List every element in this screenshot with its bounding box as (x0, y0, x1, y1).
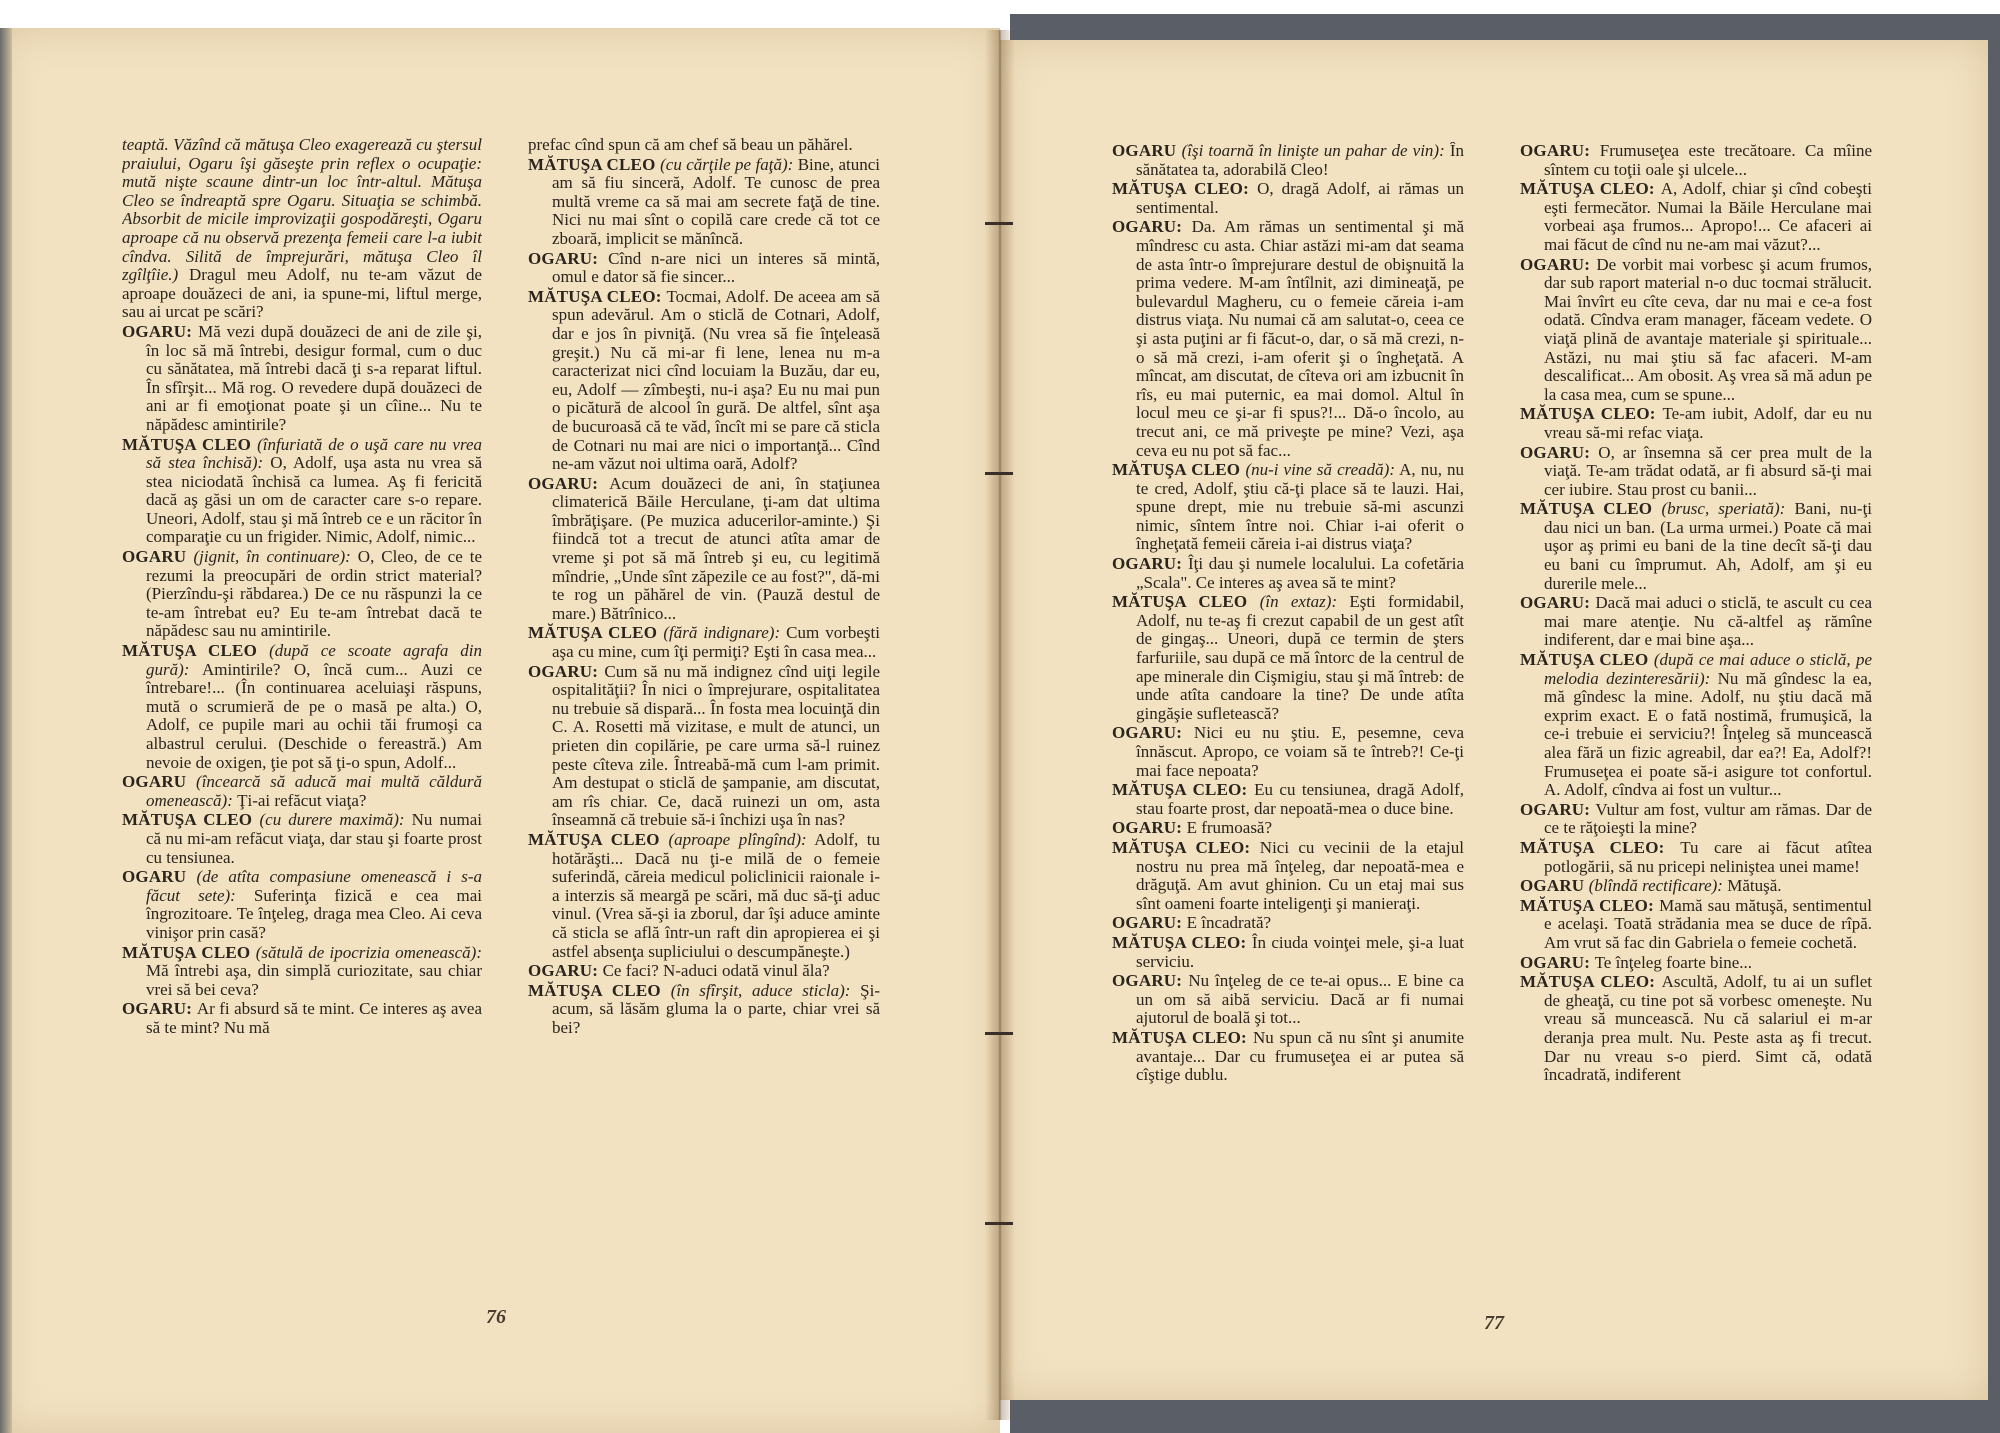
dialogue-text: O, ar însemna să cer prea mult de la viaţă. Te-am trădat odată, ar fi absurd să-ţi mai cer iubire. Stau prost cu banii... (1544, 442, 1872, 499)
dialogue-text: Mă vezi după douăzeci de ani de zile şi, în loc să mă întrebi, desigur formal, cum o duc cu sănătatea, mă întrebi dacă ţi s-a reparat liftul. În sfîrşit... Mă rog. O revedere după douăzeci de ani ar fi emoţionat poate şi un cîine... Nu te năpădesc amintirile? (146, 321, 482, 434)
speaker-name: MĂTUŞA CLEO (1520, 650, 1654, 670)
speaker-name: OGARU: (528, 961, 603, 981)
binding-stitch (985, 472, 1013, 475)
dialogue-paragraph (122, 548, 482, 641)
speaker-name: MĂTUŞA CLEO: (1520, 404, 1663, 424)
stage-direction: (îşi toarnă în linişte un pahar de vin): (1181, 142, 1445, 160)
dialogue-text: Nu spun că nu sînt şi anumite avantaje... Dar cu frumuseţea ei ar putea să cîştige dublu. (1136, 1027, 1464, 1085)
speaker-name: MĂTUŞA CLEO (1112, 592, 1260, 612)
speaker-name: OGARU: (1520, 254, 1597, 274)
speaker-name: OGARU (122, 867, 197, 887)
dialogue-paragraph (1520, 877, 1872, 896)
dialogue-text: Mătuşă. (1722, 876, 1782, 896)
speaker-name: MĂTUŞA CLEO: (1520, 837, 1681, 857)
dialogue-paragraph (1112, 914, 1464, 933)
right-page-column-1 (1112, 142, 1464, 1292)
dialogue-text: O, Adolf, uşa asta nu vrea să stea niciodată închisă ca lumea. Aş fi fericită dacă aş găsi un om de caracter care s-o repare. Uneori, Adolf, stau şi mă întreb ce e un răcitor în comparaţie cu un frigider. Nimic, Adolf, nimic... (146, 453, 482, 547)
dialogue-text: Nu numai că nu mi-am refăcut viaţa, dar stau şi foarte prost cu tensiunea. (146, 810, 482, 867)
stage-direction: (blîndă rectificare): (1588, 876, 1723, 896)
dialogue-paragraph (1520, 256, 1872, 405)
dialogue-text: Ce faci? N-aduci odată vinul ăla? (602, 961, 830, 981)
dialogue-paragraph (122, 944, 482, 1000)
dialogue-paragraph (528, 831, 880, 961)
dialogue-paragraph (1520, 651, 1872, 800)
dialogue-paragraph (122, 642, 482, 772)
dialogue-text: Te-am iubit, Adolf, dar eu nu vreau să-mi refac viaţa. (1544, 404, 1872, 442)
speaker-name: MĂTUŞA CLEO (122, 810, 260, 830)
stage-direction: (aproape plîngînd): (668, 829, 807, 849)
dialogue-text: Amintirile? O, încă cum... Auzi ce întrebare!... (În continuarea aceluiaşi răspuns, mută o scrumieră de pe o masă pe alta.) O, Adolf, ce pupile mari au ochii tăi frumoşi ca albastrul cerului. (Deschide o fereastră.) Am nevoie de oxigen, ţie pot să ţi-o spun, Adolf... (146, 659, 482, 772)
dialogue-text: Tocmai, Adolf. De aceea am să spun adevărul. Am o sticlă de Cotnari, Adolf, dar e jos în pivniţă. (Nu vrea să fie înţeleasă greşit.) Nu că mi-ar fi lene, lenea nu m-a caracterizat nici cînd locuiam la Buzău, dar eu, eu, Adolf — zîmbeşti, nu-i aşa? Eu nu mai pun o picătură de alcool în gură. De altfel, sînt aşa de bucuroasă că te văd, încît mi se pare că sticla de Cotnari nu mai are nici o importanţă... Cînd ne-am văzut noi ultima oară, Adolf? (552, 286, 880, 474)
dialogue-paragraph (1112, 972, 1464, 1028)
speaker-name: MĂTUŞA CLEO: (1520, 179, 1661, 199)
binding-stitch (985, 1222, 1013, 1225)
speaker-name: MĂTUŞA CLEO: (1112, 1027, 1253, 1047)
dialogue-paragraph (122, 1000, 482, 1037)
dialogue-paragraph (528, 962, 880, 981)
speaker-name: OGARU (122, 772, 197, 792)
dialogue-text: Nu înţeleg de ce te-ai opus... E bine ca un om să aibă serviciu. Dacă ar fi numai ajutorul de boală şi tot... (1136, 971, 1464, 1028)
speaker-name: OGARU: (1520, 142, 1600, 160)
dialogue-paragraph (1520, 444, 1872, 500)
dialogue-text: Mă întrebi aşa, din simplă curiozitate, sau chiar vrei să bei ceva? (146, 961, 482, 999)
dialogue-text: Suferinţa fizică e cea mai îngrozitoare. Te înţeleg, draga mea Cleo. Ai ceva vinişor prin casă? (146, 885, 482, 942)
dialogue-text: A, nu, nu te cred, Adolf, ştiu că-ţi place să te lauzi. Hai, spune drept, mie nu trebuie să-mi ascunzi nimic, sîntem între noi. Chiar i-ai oferit o îngheţată femeii căreia i-ai distrus viaţa? (1136, 460, 1464, 554)
stage-direction: (cu cărţile pe faţă): (660, 154, 794, 174)
speaker-name: MĂTUŞA CLEO: (1112, 179, 1258, 199)
dialogue-paragraph (1520, 954, 1872, 973)
stage-direction: (nu-i vine să creadă): (1245, 460, 1395, 480)
dialogue-paragraph (1520, 180, 1872, 254)
dialogue-text: Dragul meu Adolf, nu te-am văzut de aproape douăzeci de ani, ia spune-mi, liftul merge, sau ai urcat pe scări? (122, 265, 482, 322)
dialogue-paragraph (122, 436, 482, 548)
speaker-name: OGARU: (122, 999, 197, 1019)
dialogue-paragraph (1520, 405, 1872, 442)
speaker-name: OGARU: (528, 661, 605, 681)
dialogue-text: Ar fi absurd să te mint. Ce interes aş avea să te mint? Nu mă (146, 999, 482, 1037)
speaker-name: MĂTUŞA CLEO (1520, 499, 1662, 519)
dialogue-paragraph (122, 811, 482, 867)
dialogue-text: E încadrată? (1186, 913, 1272, 933)
dialogue-text: Nici eu nu ştiu. E, pesemne, ceva înnăscut. Apropo, ce voiam să te întreb?! Ce-ţi mai face nepoata? (1136, 723, 1464, 780)
dialogue-text: Te înţeleg foarte bine... (1594, 952, 1753, 972)
dialogue-text: Îţi dau şi numele localului. La cofetăria „Scala". Ce interes aş avea să te mint? (1136, 554, 1464, 592)
speaker-name: OGARU: (528, 248, 609, 268)
speaker-name: MĂTUŞA CLEO (122, 942, 256, 962)
left-page-column-1 (122, 136, 482, 1266)
dialogue-paragraph (1520, 801, 1872, 838)
speaker-name: MĂTUŞA CLEO (528, 623, 664, 643)
page-number-right: 77 (1484, 1312, 1504, 1334)
speaker-name: MĂTUŞA CLEO: (1112, 837, 1260, 857)
speaker-name: MĂTUŞA CLEO (1112, 460, 1246, 480)
stage-direction: (după ce scoate agrafa din gură): (146, 641, 482, 679)
dialogue-paragraph (528, 136, 880, 155)
dialogue-paragraph (1520, 839, 1872, 876)
dialogue-text: Nici cu vecinii de la etajul nostru nu prea mă înţeleg, dar nepoată-mea e drăguţă. Am avut ghinion. Cu un etaj mai sus sînt oameni foarte inteligenţi şi manieraţi. (1136, 837, 1464, 913)
dialogue-text: Bani, nu-ţi dau nici un ban. (La urma urmei.) Poate că mai uşor aş primi eu bani de la tine decît să-ţi dau eu bani cu împrumut. Ah, Adolf, am şi eu durerile mele... (1544, 499, 1872, 593)
speaker-name: OGARU: (1112, 818, 1187, 838)
speaker-name: OGARU: (1112, 217, 1192, 237)
dialogue-text: E frumoasă? (1186, 818, 1273, 838)
stage-direction: (în extaz): (1259, 592, 1338, 612)
dialogue-text: Tu care ai făcut atîtea potlogării, să nu pricepi neliniştea unei mame! (1544, 837, 1872, 876)
dialogue-paragraph (1520, 500, 1872, 593)
dialogue-text: Dacă mai aduci o sticlă, te ascult cu cea mai mare atenţie. Nu că-altfel aş rămîne indiferent, dar e mai bine aşa... (1544, 593, 1872, 650)
stage-direction: (sătulă de ipocrizia omenească): (255, 942, 482, 962)
speaker-name: MĂTUŞA CLEO: (528, 286, 667, 306)
speaker-name: MĂTUŞA CLEO: (1112, 932, 1252, 952)
stage-direction: (cu durere maximă): (259, 810, 405, 830)
dialogue-paragraph (1112, 819, 1464, 838)
dialogue-paragraph (1112, 1029, 1464, 1085)
speaker-name: MĂTUŞA CLEO: (1520, 895, 1660, 915)
dialogue-text: Nu mă gîndesc la ea, mă gîndesc la mine. Adolf, nu ştiu dacă mă exprim exact. E o fată nostimă, frumuşică, la ce-i trebuie ei serviciu?! Înţeleg să muncească alea fără un fizic agreabil, dar ea?! Ea, Adolf?! Frumuseţea ei poate să-i asigure tot confortul. A. Adolf, cîndva ai fost un vultur... (1544, 668, 1872, 800)
speaker-name: MĂTUŞA CLEO (122, 641, 270, 661)
dialogue-paragraph (1520, 973, 1872, 1085)
stage-direction: (încearcă să aducă mai multă căldură omenească): (146, 772, 482, 810)
dialogue-text: Mamă sau mătuşă, sentimentul e acelaşi. Toată strădania mea se duce de rîpă. Am vrut să fac din Gabriela o femeie cochetă. (1544, 895, 1872, 952)
speaker-name: OGARU: (1520, 593, 1596, 613)
dialogue-text: Şi-acum, să lăsăm gluma la o parte, chiar vrei să bei? (552, 980, 880, 1037)
dialogue-text: Bine, atunci am să fiu sinceră, Adolf. Te cunosc de prea multă vreme ca să mai am secrete faţă de tine. Nici nu mai sînt o copilă care crede că tot ce zboară, implicit se mănîncă. (552, 154, 880, 248)
speaker-name: OGARU: (1520, 799, 1596, 819)
dialogue-paragraph (1112, 180, 1464, 217)
dialogue-paragraph (1112, 593, 1464, 723)
dialogue-paragraph (1112, 555, 1464, 592)
right-page-column-2 (1520, 142, 1872, 1292)
book-gutter (985, 30, 1015, 1420)
dialogue-text: O, dragă Adolf, ai rămas un sentimental. (1136, 179, 1464, 217)
dialogue-paragraph (122, 323, 482, 435)
dialogue-text: În sănătatea ta, adorabilă Cleo! (1136, 142, 1464, 179)
dialogue-paragraph (1520, 142, 1872, 179)
speaker-name: OGARU: (1112, 554, 1188, 574)
dialogue-text: Cînd n-are nici un interes să mintă, omul e dator să fie sincer... (552, 248, 880, 287)
speaker-name: OGARU: (528, 473, 610, 493)
dialogue-text: Da. Am rămas un sentimental şi mă mîndresc cu asta. Chiar astăzi mi-am dat seama de asta într-o împrejurare destul de obişnuită la prima vedere. M-am întîlnit, azi dimineaţă, pe bulevardul Magheru, cu o femeie căreia i-am distrus viaţa. Nu numai că am salutat-o, ceea ce şi asta puţini ar fi făcut-o, dar, o să mă crezi, n-o să mă crezi, i-am oferit şi o îngheţată. A mîncat, am discutat, de cîteva ori am izbucnit în rîs, eu mai puternic, ea mai domol. Altul în locul meu ce şi-ar fi spus?!... Dă-o încolo, au trecut ani, ce mă priveşte pe mine? Vezi, aşa ceva eu nu pot să fac... (1136, 217, 1464, 460)
page-number-left: 76 (486, 1306, 506, 1328)
speaker-name: OGARU (122, 547, 194, 567)
speaker-name: OGARU (1112, 142, 1182, 160)
dialogue-text: A, Adolf, chiar şi cînd cobeşti eşti fermecător. Numai la Băile Herculane mai vorbeai aşa frumos... Apropo!... Ce afaceri ai mai făcut de cînd nu ne-am mai văzut?... (1544, 179, 1872, 254)
speaker-name: MĂTUŞA CLEO (528, 154, 661, 174)
stage-direction: (brusc, speriată): (1661, 499, 1786, 519)
speaker-name: MĂTUŞA CLEO (122, 434, 258, 454)
dialogue-paragraph (528, 624, 880, 661)
dialogue-text: În ciuda voinţei mele, şi-a luat serviciu. (1136, 932, 1464, 971)
speaker-name: MĂTUŞA CLEO (528, 980, 671, 1000)
dialogue-text: Ţi-ai refăcut viaţa? (232, 790, 367, 810)
stage-direction: (înfuriată de o uşă care nu vrea să stea închisă): (146, 434, 482, 473)
speaker-name: OGARU (1520, 876, 1589, 896)
dialogue-text: Acum douăzeci de ani, în staţiunea climaterică Băile Herculane, ţi-am dat ultima îmbrăţişare. (Pe muzica aducerilor-aminte.) Şi fiindcă tot a trecut de atunci atîta amar de vreme şi pot să mă întreb şi eu, cu legitimă mîndrie, „Unde sînt zăpezile ce au fost?", dă-mi te rog un păhărel de vin. (Pauză destul de mare.) Bătrînico... (552, 473, 880, 623)
dialogue-text: Cum să nu mă indignez cînd uiţi legile ospitalităţii? În nici o împrejurare, ospitalitatea nu trebuie să dispară... În fosta mea locuinţă din C. A. Rosetti mă vizitase, e mult de atunci, un prieten din copilărie, pe care urma să-l ruinez peste cîteva zile. Întreabă-mă cum l-am primit. Am destupat o sticlă de şampanie, am discutat, am rîs chiar. Ce, dacă ruinezi un om, asta înseamnă că trebuie să-i închizi uşa în nas? (552, 661, 880, 830)
dialogue-text: Frumuseţea este trecătoare. Ca mîine sîntem cu toţii oale şi ulcele... (1544, 142, 1872, 179)
stage-direction: (de atîta compasiune omenească i s-a făcut sete): (146, 867, 482, 905)
dialogue-text: O, Cleo, de ce te rezumi la preocupări de ordin strict material? (Pierzîndu-şi răbdarea.) De ce nu răspunzi la ce te-am întrebat eu? Eu te-am întrebat dacă te năpădesc sau nu amintirile. (146, 547, 482, 641)
dialogue-text: Vultur am fost, vultur am rămas. Dar de ce te răţoieşti la mine? (1544, 799, 1872, 838)
stage-direction: teaptă. Văzînd că mătuşa Cleo exagerează cu ştersul praiului, Ogaru îşi găseşte prin reflex o ocupaţie: mută nişte scaune dintr-un loc într-altul. Mătuşa Cleo se îndreaptă spre Ogaru. Situaţia se schimbă. Absorbit de micile improvizaţii gospodăreşti, Ogaru aproape că nu observă prezenţa femeii care l-a iubit cîndva. Silită de împrejurări, mătuşa Cleo îl zgîlţîie.) (122, 136, 482, 285)
dialogue-paragraph (1112, 461, 1464, 554)
speaker-name: OGARU: (1112, 723, 1194, 743)
stage-direction: (în sfîrşit, aduce sticla): (670, 980, 851, 1000)
dialogue-paragraph (528, 250, 880, 287)
binding-stitch (985, 1032, 1013, 1035)
speaker-name: MĂTUŞA CLEO: (1520, 972, 1662, 992)
speaker-name: OGARU: (1520, 442, 1599, 462)
dialogue-paragraph (1112, 839, 1464, 913)
dialogue-paragraph (1112, 218, 1464, 460)
dialogue-paragraph (1112, 142, 1464, 179)
dialogue-paragraph (1520, 594, 1872, 650)
stage-direction: (jignit, în continuare): (193, 547, 351, 567)
left-page-column-2 (528, 136, 880, 1266)
speaker-name: MĂTUŞA CLEO (528, 829, 669, 849)
speaker-name: OGARU: (1112, 913, 1187, 933)
dialogue-text: Eu cu tensiunea, dragă Adolf, stau foarte prost, dar nepoată-mea o duce bine. (1136, 780, 1464, 818)
dialogue-paragraph (528, 475, 880, 624)
dialogue-paragraph (1112, 781, 1464, 818)
dialogue-paragraph (528, 982, 880, 1038)
dialogue-paragraph (1520, 897, 1872, 953)
dialogue-text: Eşti formidabil, Adolf, nu te-aş fi crezut capabil de un gest atît de gingaş... Uneori, după ce termin de şters farfuriile, sau după ce mă întorc de la centrul de ape minerale din Cişmigiu, stau şi mă întreb: de unde atîta candoare la tine? De unde atîta gingăşie sufletească? (1136, 592, 1464, 723)
dialogue-paragraph (122, 136, 482, 322)
dialogue-paragraph (528, 663, 880, 830)
binding-stitch (985, 222, 1013, 225)
dialogue-paragraph (122, 773, 482, 810)
dialogue-text: prefac cînd spun că am chef să beau un păhărel. (528, 136, 853, 154)
speaker-name: OGARU: (1520, 952, 1595, 972)
dialogue-text: Ascultă, Adolf, tu ai un suflet de gheaţă, cu tine pot să vorbesc omeneşte. Nu vreau să muncească. Nu că salariul ei m-ar deranja prea mult. Nu. Peste asta aş fi trecut. Dar nu vreau s-o pierd. Simt că, odată încadrată, indiferent (1544, 972, 1872, 1085)
dialogue-paragraph (528, 288, 880, 474)
dialogue-paragraph (1112, 934, 1464, 971)
dialogue-paragraph (528, 156, 880, 249)
speaker-name: OGARU: (122, 321, 199, 341)
dialogue-text: Adolf, tu hotărăşti... Dacă nu ţi-e milă de o femeie suferindă, căreia medicul policlinicii raionale i-a interzis să meargă pe scări, mă duc să-ţi aduc vinul. (Vrea să-şi ia zborul, dar îşi aduce aminte că sticla se află într-un raft din apropierea ei şi astfel absenţa supliciului o descumpăneşte.) (552, 829, 880, 961)
stage-direction: (fără indignare): (663, 623, 781, 643)
dialogue-paragraph (1112, 724, 1464, 780)
dialogue-paragraph (122, 868, 482, 942)
page-edge (0, 28, 12, 1433)
dialogue-text: De vorbit mai vorbesc şi acum frumos, dar sub raport material n-o duc tocmai strălucit. Mai învîrt eu cîte ceva, dar nu mai e ce-a fost odată. Cîndva eram manager, făceam vedete. O viaţă plină de avantaje materiale şi spirituale... Astăzi, nu mai ştiu să fac afaceri. M-am descalificat... Am obosit. Aş vrea să mă adun pe la casa mea, cum se spune... (1544, 254, 1872, 404)
speaker-name: MĂTUŞA CLEO: (1112, 780, 1255, 800)
speaker-name: OGARU: (1112, 971, 1189, 991)
dialogue-text: Cum vorbeşti aşa cu mine, cum îţi permiţi? Eşti în casa mea... (552, 623, 880, 662)
stage-direction: (după ce mai aduce o sticlă, pe melodia dezinteresării): (1544, 650, 1872, 688)
